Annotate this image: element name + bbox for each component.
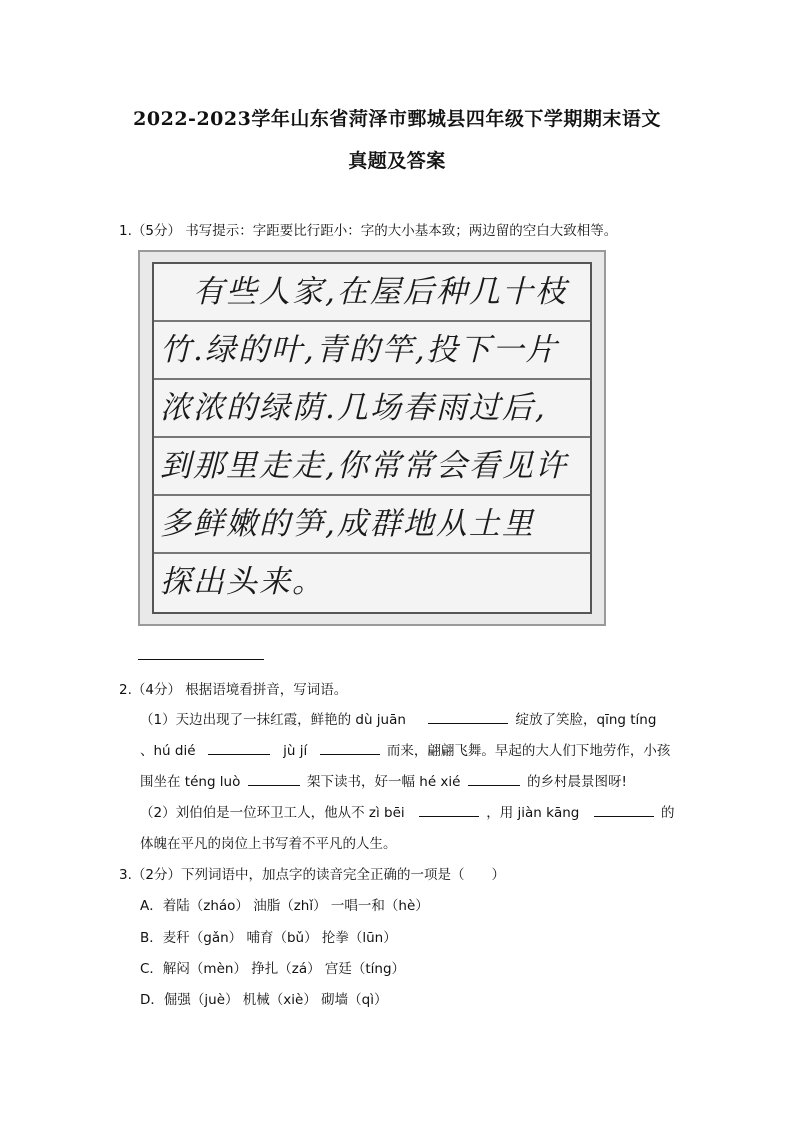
answer-blank[interactable] [248, 771, 300, 786]
q2-text: （2）刘伯伯是一位环卫工人，他从不 zì bēi [140, 805, 405, 821]
q2-text: 的乡村晨景图呀! [527, 774, 627, 790]
question-2-line-1 [140, 708, 656, 728]
handwriting-line: 探出头来。 [160, 564, 325, 600]
q2-text: 围坐在 téng luò [140, 774, 241, 790]
answer-blank[interactable] [468, 771, 520, 786]
handwriting-grid [152, 262, 592, 614]
option-c[interactable]: C．解闷（mèn） 挣扎（zá） 宫廷（tíng） [140, 961, 406, 977]
option-b[interactable]: B．麦秆（gǎn） 哺育（bǔ） 抡拳（lūn） [140, 930, 397, 946]
question-2-line-4 [140, 801, 674, 821]
q2-text: 绽放了笑脸，qīng tíng [515, 712, 657, 728]
q2-text: 的 [660, 805, 675, 821]
q2-text: 而来，翩翩飞舞。早起的大人们下地劳作，小孩 [386, 743, 671, 759]
answer-blank[interactable] [208, 740, 270, 755]
handwriting-line: 到那里走走,你常常会看见许 [154, 438, 590, 496]
question-3-prompt: 3.（2分）下列词语中，加点字的读音完全正确的一项是（ ） [119, 867, 505, 883]
option-d[interactable]: D．倔强（juè） 机械（xiè） 砌墙（qì） [140, 992, 388, 1008]
handwriting-line: 有些人家,在屋后种几十枝 [154, 264, 590, 322]
answer-blank-q1[interactable] [138, 659, 264, 660]
handwriting-line: 浓浓的绿荫.几场春雨过后, [154, 380, 590, 438]
question-2-line-2 [140, 739, 670, 759]
q2-text: （1）天边出现了一抹红霞，鲜艳的 dù juān [140, 712, 406, 728]
q2-text: 、hú dié [140, 743, 196, 759]
question-2-prompt: 2.（4分） 根据语境看拼音，写词语。 [119, 682, 348, 698]
answer-blank[interactable] [320, 740, 380, 755]
q2-text: 架下读书，好一幅 hé xié [306, 774, 461, 790]
page-title: 2022-2023学年山东省菏泽市鄄城县四年级下学期期末语文 [133, 108, 661, 130]
handwriting-line: 竹.绿的叶,青的竿,投下一片 [154, 322, 590, 380]
page-subtitle: 真题及答案 [348, 150, 446, 172]
q2-text: ，用 jiàn kāng [486, 805, 580, 821]
option-a[interactable]: A．着陆（zháo） 油脂（zhǐ） 一唱一和（hè） [140, 898, 429, 914]
q2-text: jù jí [283, 743, 308, 759]
question-2-line-5: 体魄在平凡的岗位上书写着不平凡的人生。 [140, 836, 397, 852]
handwriting-sample-image [138, 250, 606, 626]
answer-blank[interactable] [428, 709, 508, 724]
answer-blank[interactable] [419, 802, 479, 817]
question-1-prompt: 1.（5分） 书写提示：字距要比行距小：字的大小基本致；两边留的空白大致相等。 [119, 223, 618, 239]
question-2-line-3 [140, 770, 627, 790]
handwriting-line: 多鲜嫩的笋,成群地从土里 [154, 496, 590, 554]
answer-blank[interactable] [594, 802, 654, 817]
